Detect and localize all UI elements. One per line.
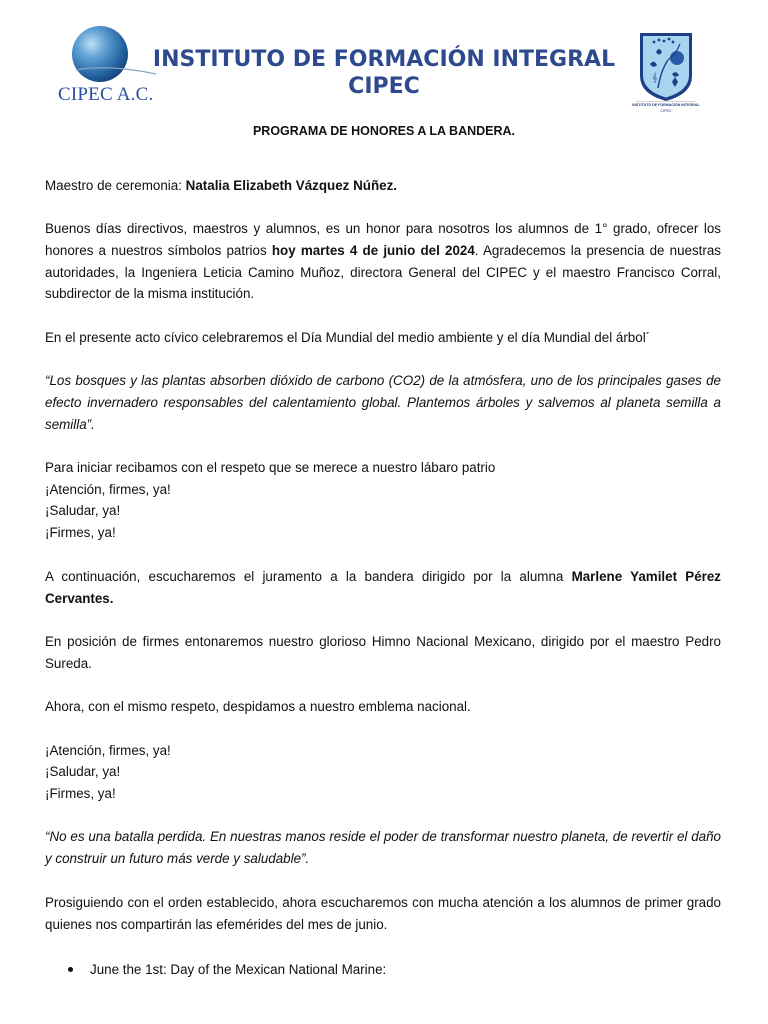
greeting-date: hoy martes 4 de junio del 2024 bbox=[271, 242, 475, 258]
oath-text: A continuación, escucharemos el juramento a la bandera dirigido por la alumna bbox=[45, 569, 572, 584]
command-attention: ¡Atención, firmes, ya! bbox=[45, 482, 171, 497]
command-firm: ¡Firmes, ya! bbox=[45, 525, 116, 540]
bullet-icon bbox=[68, 967, 73, 972]
oath-paragraph bbox=[45, 566, 721, 610]
command-firm-2: ¡Firmes, ya! bbox=[45, 786, 116, 801]
globe-logo-icon bbox=[68, 26, 160, 84]
planet-quote: “No es una batalla perdida. En nuestras manos reside el poder de transformar nuestro planeta, de revertir el daño y construir un futuro más verde y saludable”. bbox=[45, 829, 721, 866]
greeting-paragraph bbox=[45, 218, 721, 305]
start-intro: Para iniciar recibamos con el respeto que se merece a nuestro lábaro patrio bbox=[45, 460, 496, 475]
farewell-paragraph: Ahora, con el mismo respeto, despidamos a nuestro emblema nacional. bbox=[45, 699, 471, 714]
command-salute-2: ¡Saludar, ya! bbox=[45, 764, 121, 779]
title-line-1: INSTITUTO DE FORMACIÓN INTEGRAL bbox=[152, 47, 616, 72]
seal-caption: INSTITUTO DE FORMACIÓN INTEGRAL bbox=[632, 103, 700, 107]
svg-text:𝄞: 𝄞 bbox=[652, 73, 658, 83]
ceremony-master-name: Natalia Elizabeth Vázquez Núñez. bbox=[185, 178, 397, 193]
logo-text: CIPEC A.C. bbox=[58, 84, 154, 105]
ceremony-master-label: Maestro de ceremonia: bbox=[45, 178, 186, 193]
oath-student-name: Marlene Yamilet Pérez Cervantes. bbox=[45, 569, 721, 606]
title-line-2: CIPEC bbox=[348, 74, 420, 99]
celebration-paragraph: En el presente acto cívico celebraremos el Día Mundial del medio ambiente y el día Mundial del árbol´ bbox=[45, 330, 651, 345]
ephemeris-intro: Prosiguiendo con el orden establecido, ahora escucharemos con mucha atención a los alumnos de primer grado quienes nos compartirán las efemérides del mes de junio. bbox=[45, 895, 721, 932]
anthem-paragraph: En posición de firmes entonaremos nuestro glorioso Himno Nacional Mexicano, dirigido por el maestro Pedro Sureda. bbox=[45, 634, 721, 671]
program-title: PROGRAMA DE HONORES A LA BANDERA. bbox=[252, 124, 516, 138]
greeting-text-1: Buenos días directivos, maestros y alumnos, es un honor para nosotros los alumnos de 1° grado, ofrecer los honores a nuestros símbolos patrios bbox=[45, 221, 721, 258]
command-attention-2: ¡Atención, firmes, ya! bbox=[45, 743, 171, 758]
institute-seal bbox=[628, 30, 704, 116]
list-item-text: June the 1st: Day of the Mexican National Marine: bbox=[90, 962, 387, 977]
ceremony-master-paragraph bbox=[45, 175, 721, 197]
institution-title bbox=[150, 46, 618, 100]
shield-seal-icon bbox=[628, 30, 704, 102]
greeting-text-2: . Agradecemos la presencia de nuestras autoridades, la Ingeniera Leticia Camino Muñoz, directora General del CIPEC y el maestro Francisco Corral, subdirector de la misma institución. bbox=[45, 242, 721, 302]
command-salute: ¡Saludar, ya! bbox=[45, 503, 121, 518]
seal-subcaption: CIPEC bbox=[660, 109, 672, 113]
environment-quote: “Los bosques y las plantas absorben dióxido de carbono (CO2) de la atmósfera, uno de los principales gases de efecto invernadero responsables del calentamiento global. Plantemos árboles y salvemos al planeta semilla a semilla”. bbox=[45, 373, 721, 432]
